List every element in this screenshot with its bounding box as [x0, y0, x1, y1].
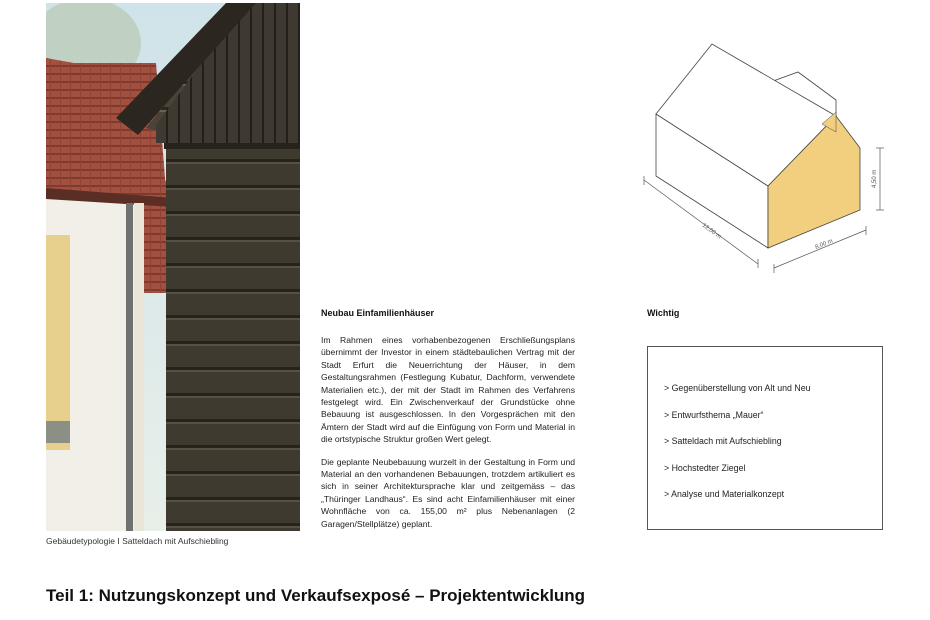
wichtig-list	[648, 347, 882, 516]
wichtig-item: > Satteldach mit Aufschiebling	[664, 436, 782, 446]
article-paragraph-1: Im Rahmen eines vorhabenbezogenen Erschließungsplans übernimmt der Investor in einem städtebaulichen Vertrag mit der Stadt Erfurt die Neuerrichtung der Häuser, in dem Gestaltungsrahmen (Festlegung Kubatur, Dachform, verwendete Materialien etc.), der mit der Stadt im Rahmen des Verfahrens festgelegt wird. Ein Zwischenverkauf der Grundstücke ohne Bebauung ist ausgeschlossen. In den Vorgesprächen mit den Ämtern der Stadt wird auf die Einfügung von Form und Material in die ortstypische Struktur großen Wert gelegt.	[321, 335, 575, 445]
article-heading: Neubau Einfamilienhäuser	[321, 308, 435, 318]
article	[321, 308, 575, 540]
wichtig-item: > Entwurfsthema „Mauer“	[664, 409, 764, 420]
wichtig-box	[647, 346, 883, 530]
dimension-length-label: 12,00 m	[700, 222, 722, 241]
wichtig-title: Wichtig	[647, 308, 680, 318]
article-paragraph-2: Die geplante Neubebauung wurzelt in der Gestaltung in Form und Material an den vorhandenen Bebauungen, trotzdem artikuliert es sich in seiner Architektursprache klar und zeitgemäss – das „Thüringer Landhaus“. Es sind acht Einfamilienhäuser mit einer Wohnfläche von ca. 155,00 m² plus Nebenanlagen (2 Garagen/Stellplätze) geplant.	[321, 456, 575, 529]
photo-caption: Gebäudetypologie I Satteldach mit Aufschiebling	[46, 536, 229, 546]
dimension-height-label: 4,50 m	[872, 169, 878, 188]
isometric-house-icon	[640, 40, 890, 280]
wichtig-item: > Hochstedter Ziegel	[664, 462, 746, 473]
house-volume-diagram	[640, 40, 890, 280]
building-photo	[46, 3, 300, 531]
page-title: Teil 1: Nutzungskonzept und Verkaufsexposé – Projektentwicklung	[46, 586, 586, 605]
photo-illustration	[46, 3, 300, 531]
wichtig-item: > Gegenüberstellung von Alt und Neu	[664, 383, 811, 393]
wichtig-item: > Analyse und Materialkonzept	[664, 489, 785, 499]
dimension-width-label: 8,00 m	[814, 238, 834, 251]
